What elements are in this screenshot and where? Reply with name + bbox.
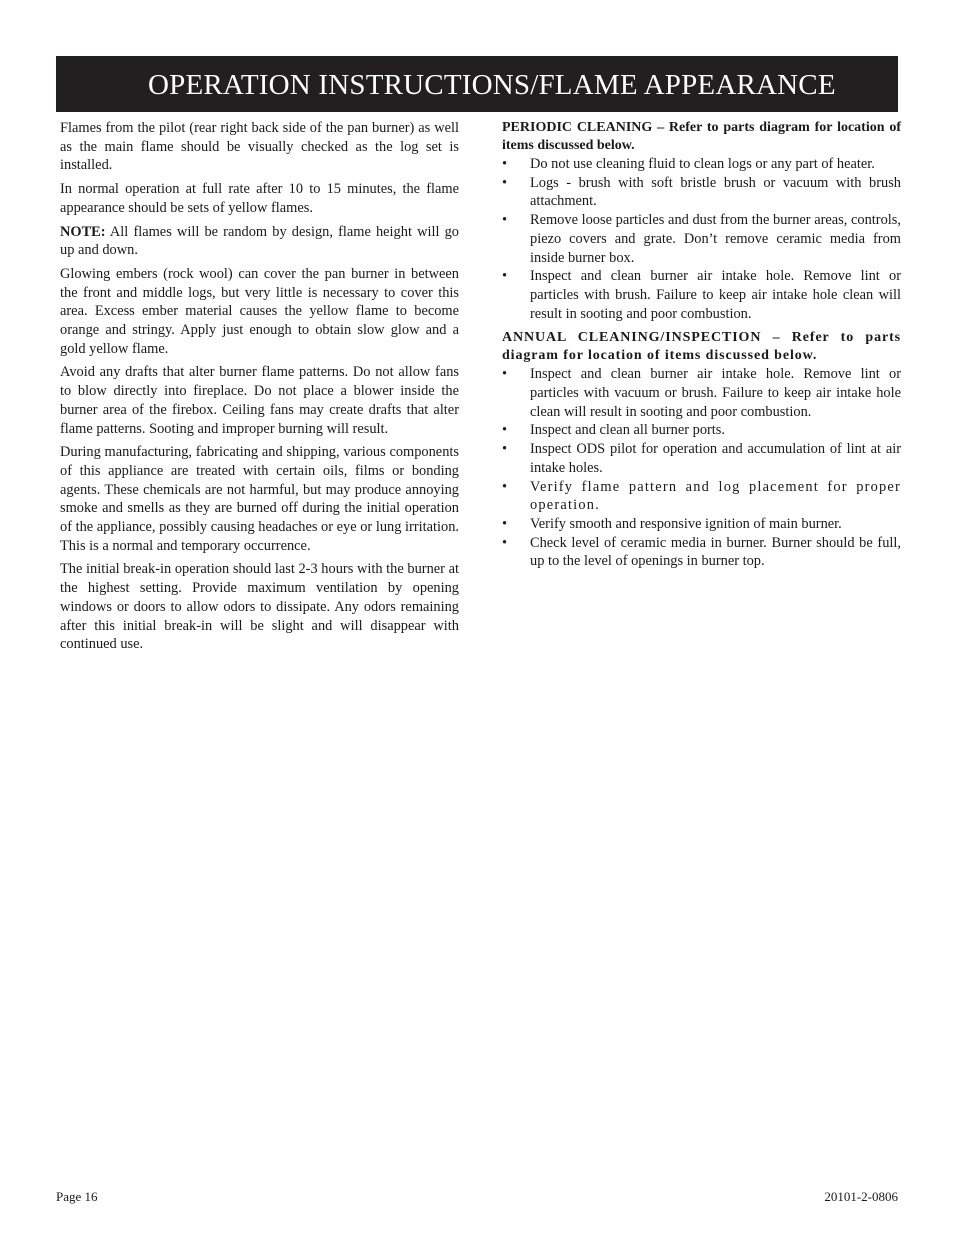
paragraph-glowing-embers: Glowing embers (rock wool) can cover the pan burner in between the front and middle logs, but very little is necessary to cover this area. Excess ember material causes the yellow flame to become orange and stringy. Apply just enough to obtain slow glow and a gold yellow flame. <box>60 265 459 357</box>
paragraph-note <box>60 223 459 260</box>
annual-cleaning-list <box>502 365 901 571</box>
left-column <box>60 119 459 659</box>
note-label: NOTE: <box>60 223 106 240</box>
list-item: • Verify flame pattern and log placement for proper operation. <box>502 478 901 514</box>
page-number: Page 16 <box>56 1189 98 1204</box>
periodic-cleaning-heading: PERIODIC CLEANING – Refer to parts diagram for location of items discussed below. <box>502 120 901 153</box>
paragraph-pilot-check: Flames from the pilot (rear right back side of the pan burner) as well as the main flame should be visually checked as the log set is installed. <box>60 120 459 174</box>
list-item: • Do not use cleaning fluid to clean logs or any part of heater. <box>502 156 875 172</box>
bullet-icon: • <box>502 212 508 229</box>
bullet-icon: • <box>502 366 508 383</box>
bullet-icon: • <box>502 534 508 551</box>
paragraph-manufacturing: During manufacturing, fabricating and shipping, various components of this appliance are treated with certain oils, films or bonding agents. These chemicals are not harmful, but may produce annoying smoke and smells as they are burned off during the initial operation of the appliance, possibly causing headaches or eye or lung irritation. This is a normal and temporary occurrence. <box>60 444 459 554</box>
page-title: OPERATION INSTRUCTIONS/FLAME APPEARANCE <box>148 68 836 101</box>
bullet-icon: • <box>502 156 508 172</box>
section-title-bar <box>56 56 898 112</box>
bullet-icon: • <box>502 515 508 532</box>
list-item: • Remove loose particles and dust from the burner areas, controls, piezo covers and grate. Don’t remove ceramic media from inside burner box. <box>502 212 901 266</box>
note-text: All flames will be random by design, flame height will go up and down. <box>60 223 459 259</box>
periodic-cleaning-list <box>502 155 901 323</box>
annual-cleaning-heading: ANNUAL CLEANING/INSPECTION – Refer to parts diagram for location of items discussed below. <box>502 330 901 364</box>
bullet-icon: • <box>502 174 508 191</box>
list-item: • Inspect and clean all burner ports. <box>502 422 725 439</box>
list-item: • Logs - brush with soft bristle brush or vacuum with brush attachment. <box>502 174 901 210</box>
bullet-icon: • <box>502 441 508 458</box>
bullet-icon: • <box>502 478 508 495</box>
bullet-icon: • <box>502 422 508 439</box>
list-item: • Verify smooth and responsive ignition of main burner. <box>502 515 842 532</box>
right-column <box>502 119 901 571</box>
paragraph-normal-operation: In normal operation at full rate after 10 to 15 minutes, the flame appearance should be sets of yellow flames. <box>60 181 459 216</box>
paragraph-break-in: The initial break-in operation should last 2-3 hours with the burner at the highest setting. Provide maximum ventilation by opening windows or doors to allow odors to dissipate. Any odors remaining after this initial break-in will be slight and will disappear with continued use. <box>60 561 459 653</box>
paragraph-drafts: Avoid any drafts that alter burner flame patterns. Do not allow fans to blow directly into fireplace. Do not place a blower inside the burner area of the firebox. Ceiling fans may create drafts that alter flame patterns. Sooting and improper burning will result. <box>60 364 459 437</box>
list-item: • Inspect ODS pilot for operation and accumulation of lint at air intake holes. <box>502 441 901 476</box>
list-item: • Inspect and clean burner air intake hole. Remove lint or particles with brush. Failure to keep air intake hole clean will result in sooting and poor combustion. <box>502 268 901 322</box>
bullet-icon: • <box>502 268 508 285</box>
list-item: • Check level of ceramic media in burner. Burner should be full, up to the level of openings in burner top. <box>502 534 901 570</box>
list-item: • Inspect and clean burner air intake hole. Remove lint or particles with vacuum or brush. Failure to keep air intake hole clean will result in sooting and poor combustion. <box>502 366 901 420</box>
document-number: 20101-2-0806 <box>824 1189 898 1204</box>
